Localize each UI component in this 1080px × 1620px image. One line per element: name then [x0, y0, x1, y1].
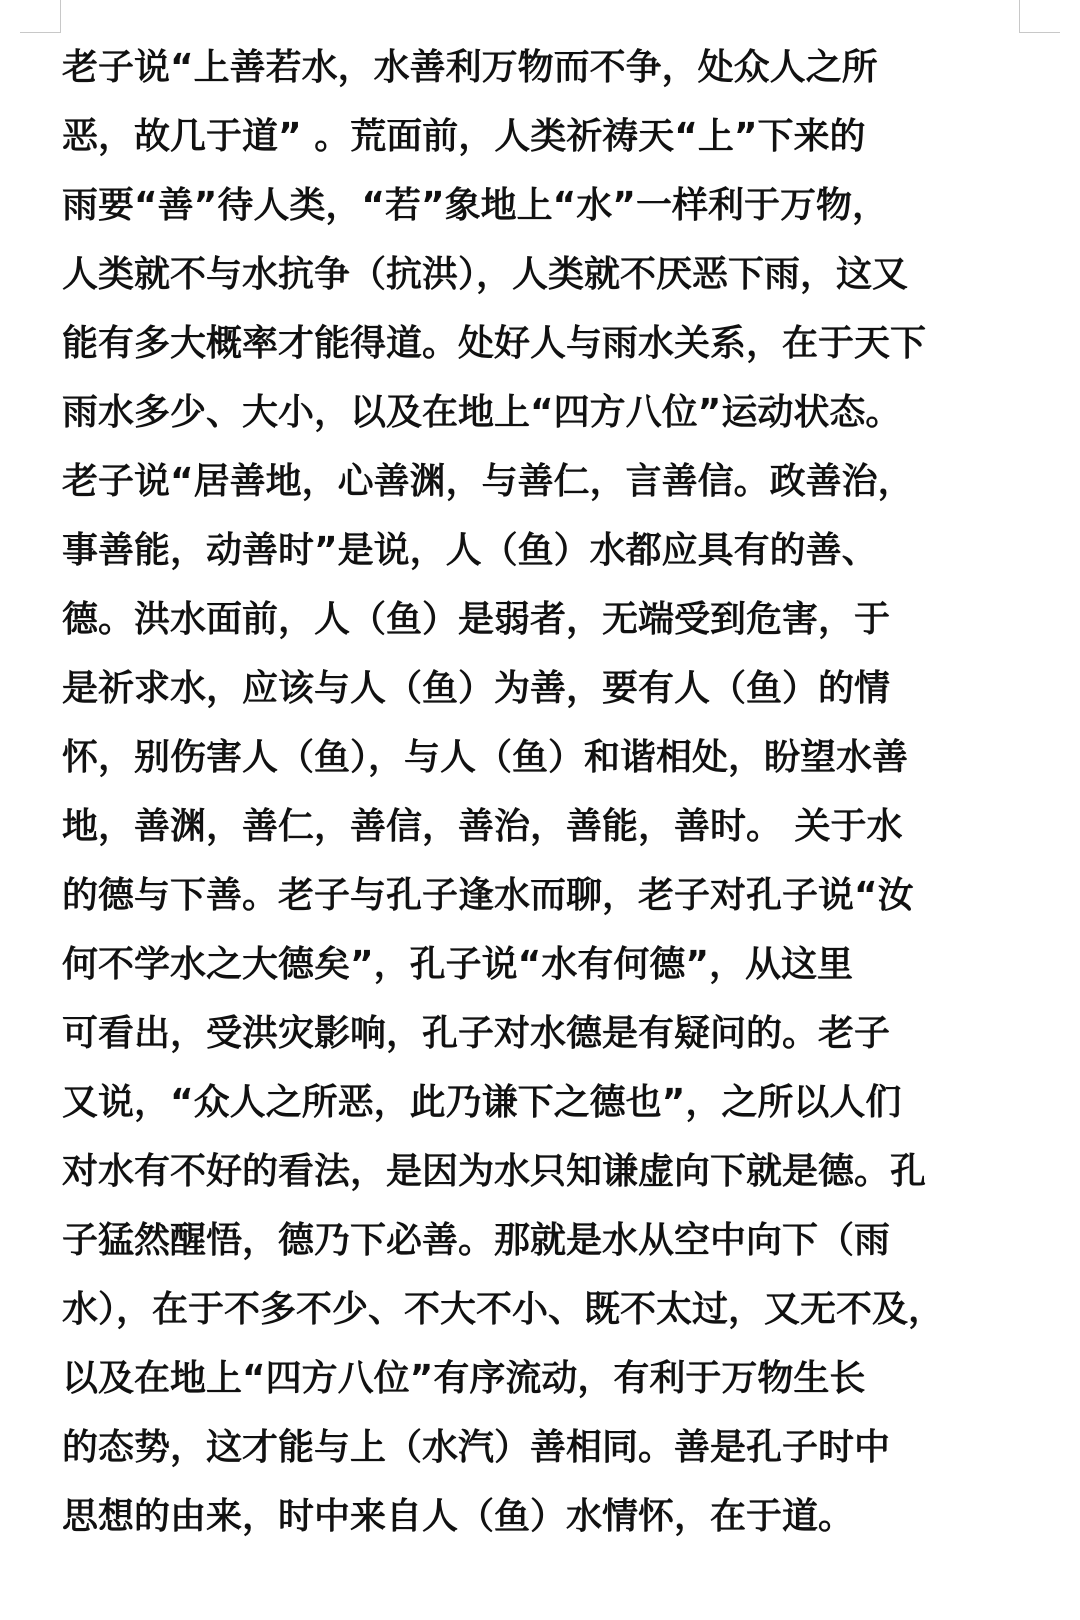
text-line: 怀，别伤害人（鱼），与人（鱼）和谐相处，盼望水善	[62, 737, 909, 778]
text-line: 地，善渊，善仁，善信，善治，善能，善时。 关于水	[62, 806, 903, 847]
page-corner-mark-top-right	[1019, 0, 1060, 33]
text-line: 水），在于不多不少、不大不小、既不太过，又无不及，	[62, 1289, 945, 1330]
text-line: 能有多大概率才能得道。处好人与雨水关系，在于天下	[62, 323, 927, 364]
text-line: 德。洪水面前，人（鱼）是弱者，无端受到危害，于	[62, 599, 891, 640]
text-line: 雨要“善”待人类，“若”象地上“水”一样利于万物，	[62, 185, 888, 226]
text-line: 的德与下善。老子与孔子逢水而聊，老子对孔子说“汝	[62, 875, 914, 916]
text-line: 雨水多少、大小，以及在地上“四方八位”运动状态。	[62, 392, 902, 433]
text-line: 人类就不与水抗争（抗洪），人类就不厌恶下雨，这又	[62, 254, 909, 295]
text-line: 的态势，这才能与上（水汽）善相同。善是孔子时中	[62, 1427, 891, 1468]
text-line: 又说，“众人之所恶，此乃谦下之德也”，之所以人们	[62, 1082, 902, 1123]
page-corner-mark-top-left	[20, 0, 61, 33]
text-line: 是祈求水，应该与人（鱼）为善，要有人（鱼）的情	[62, 668, 891, 709]
text-line: 恶，故几于道” 。荒面前，人类祈祷天“上”下来的	[62, 116, 866, 157]
text-line: 老子说“居善地，心善渊，与善仁，言善信。政善治，	[62, 461, 914, 502]
text-line: 事善能，动善时”是说，人（鱼）水都应具有的善、	[62, 530, 878, 571]
text-line: 老子说“上善若水，水善利万物而不争，处众人之所	[62, 47, 878, 88]
text-line: 以及在地上“四方八位”有序流动，有利于万物生长	[62, 1358, 866, 1399]
text-line: 子猛然醒悟，德乃下必善。那就是水从空中向下（雨	[62, 1220, 891, 1261]
body-text	[62, 33, 1022, 1551]
text-line: 思想的由来，时中来自人（鱼）水情怀，在于道。	[62, 1496, 855, 1537]
text-line: 何不学水之大德矣”，孔子说“水有何德”，从这里	[62, 944, 853, 985]
text-line: 可看出，受洪灾影响，孔子对水德是有疑问的。老子	[62, 1013, 891, 1054]
text-line: 对水有不好的看法，是因为水只知谦虚向下就是德。孔	[62, 1151, 927, 1192]
